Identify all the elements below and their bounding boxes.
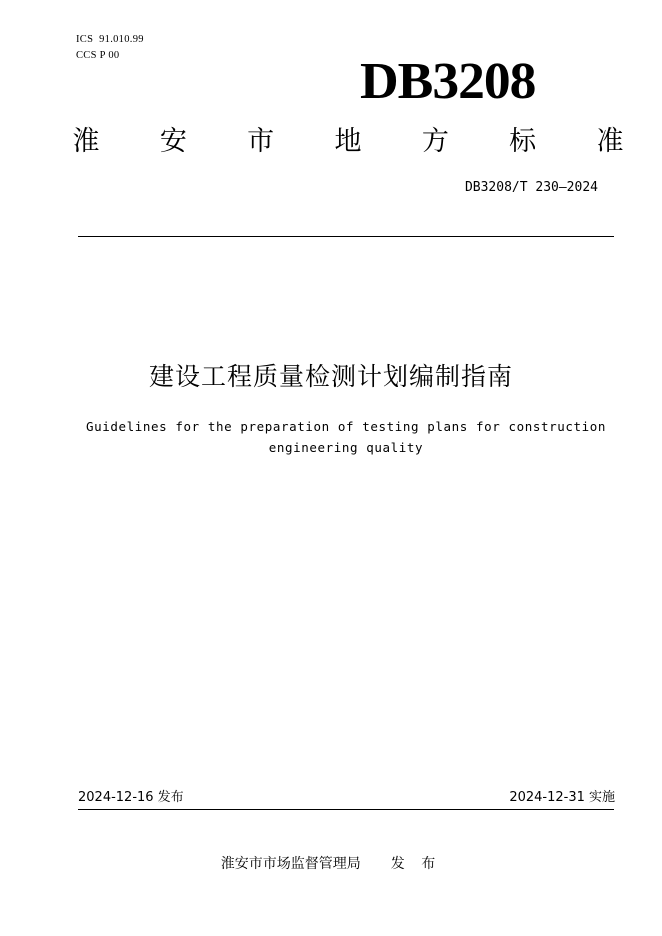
title-chinese: 建设工程质量检测计划编制指南 — [148, 362, 513, 391]
title-english-line-1: Guidelines for the preparation of testing plans for construction — [85, 419, 607, 434]
standard-number: DB3208/T 230—2024 — [464, 180, 598, 195]
issuer-action: 发 布 — [390, 856, 442, 872]
standard-code-logo: DB3208 — [360, 53, 536, 110]
implementation-date: 2024-12-31 实施 — [509, 790, 615, 805]
release-date: 2024-12-16 发布 — [78, 790, 184, 805]
title-english-line-2: engineering quality — [268, 440, 424, 455]
title-english — [82, 416, 610, 458]
standard-type-char: 方 — [421, 126, 449, 157]
ics-code: ICS 91.010.99 — [76, 34, 144, 45]
standard-type-char: 地 — [334, 126, 362, 157]
standard-type-char: 标 — [509, 126, 537, 157]
standard-type-char: 安 — [159, 126, 187, 157]
issuer-name: 淮安市市场监督管理局 — [220, 856, 361, 872]
issuer-line — [0, 854, 662, 874]
top-divider — [78, 236, 614, 237]
ccs-code: CCS P 00 — [76, 50, 120, 61]
classification-codes — [76, 32, 144, 64]
standard-type-heading — [70, 124, 626, 160]
bottom-divider — [78, 809, 614, 810]
standard-type-char: 淮 — [72, 126, 100, 157]
standard-type-char: 市 — [247, 126, 275, 157]
standard-type-char: 准 — [596, 126, 624, 157]
